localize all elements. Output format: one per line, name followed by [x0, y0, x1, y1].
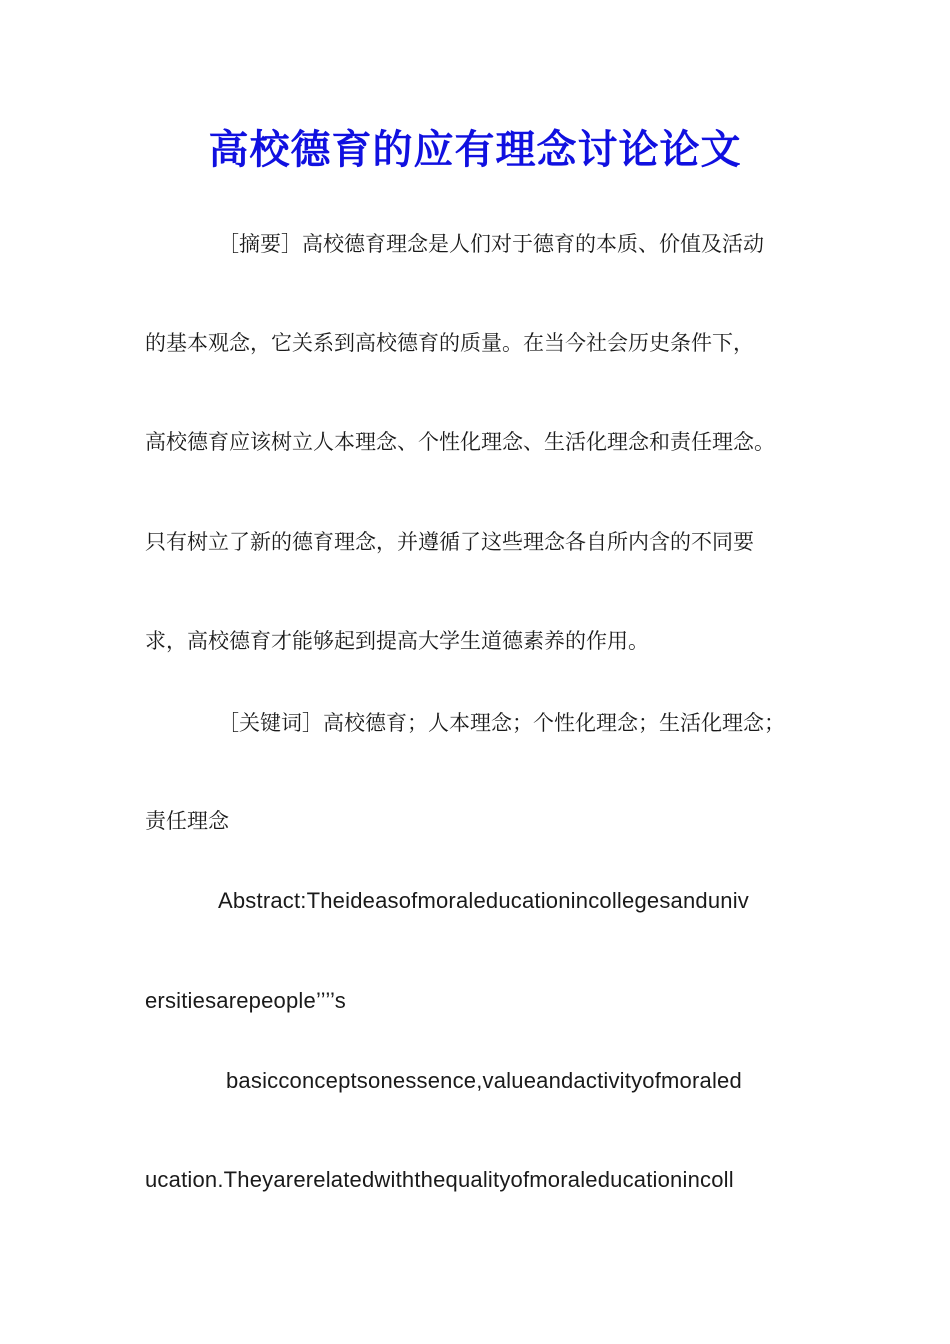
abstract-line-1: ［摘要］高校德育理念是人们对于德育的本质、价值及活动: [218, 232, 764, 256]
document-title: 高校德育的应有理念讨论论文: [208, 126, 742, 173]
abstract-line-3: 高校德育应该树立人本理念、个性化理念、生活化理念和责任理念。: [145, 430, 775, 454]
abstract-line-2: 的基本观念，它关系到高校德育的质量。在当今社会历史条件下，: [145, 331, 754, 355]
abstract-line-5: 求，高校德育才能够起到提高大学生道德素养的作用。: [145, 629, 649, 653]
english-abstract-line-3: basicconceptsonessence,valueandactivityofmoraled: [226, 1068, 742, 1093]
abstract-line-4: 只有树立了新的德育理念，并遵循了这些理念各自所内含的不同要: [145, 530, 754, 554]
keywords-line-1: ［关键词］高校德育；人本理念；个性化理念；生活化理念；: [218, 711, 785, 735]
english-abstract-line-2: ersitiesarepeople’’’’s: [145, 988, 346, 1013]
english-abstract-line-1: Abstract:Theideasofmoraleducationincollegesanduniv: [218, 888, 749, 913]
keywords-line-2: 责任理念: [145, 809, 229, 833]
english-abstract-line-4: ucation.Theyarerelatedwiththequalityofmoraleducationincoll: [145, 1167, 734, 1192]
